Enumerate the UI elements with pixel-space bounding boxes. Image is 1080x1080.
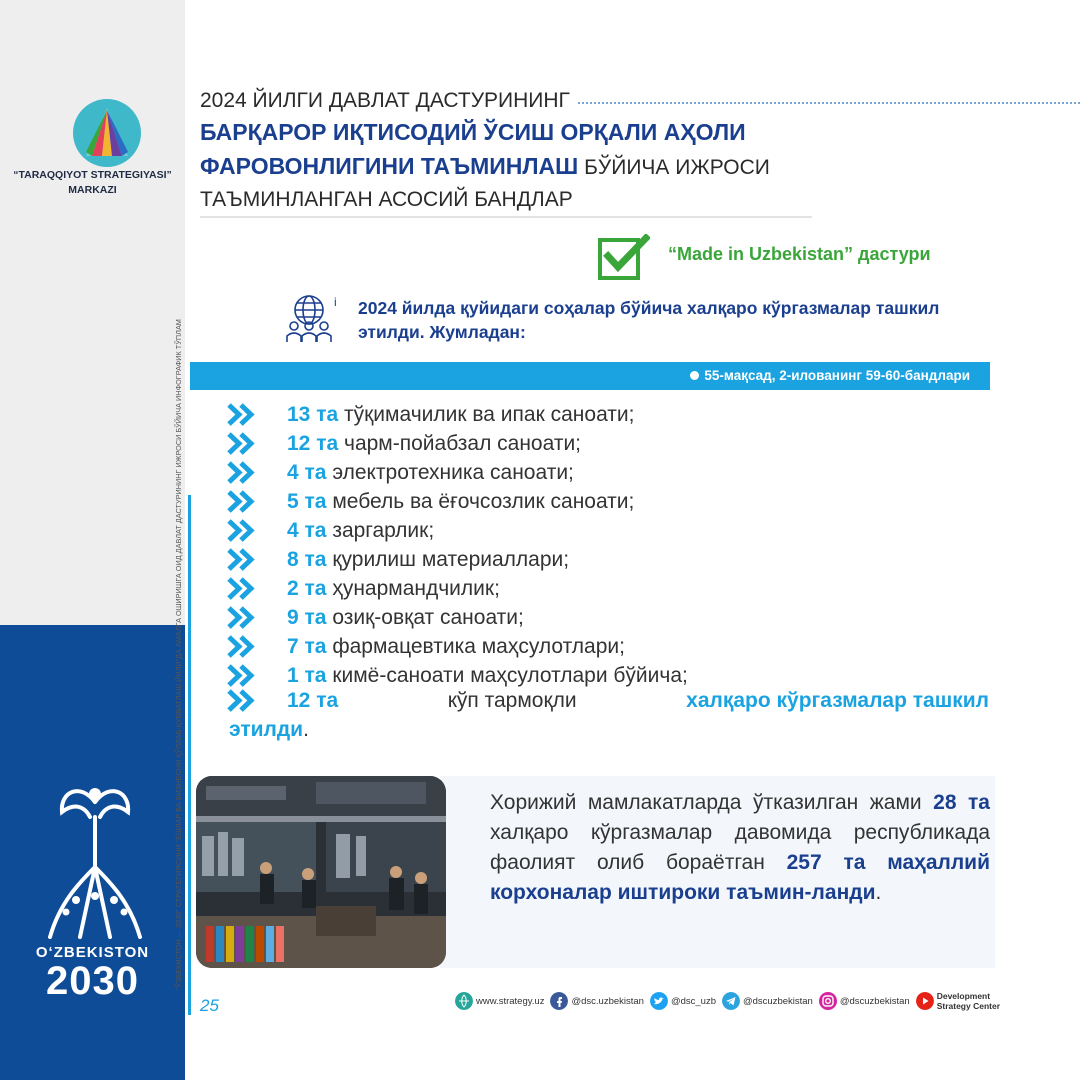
item-text: мебель ва ёғочсозлик саноати; [326, 490, 635, 513]
summary-text [490, 788, 990, 908]
double-chevron-icon [226, 664, 260, 687]
globe-icon [455, 992, 473, 1010]
organization-name-line2: MARKAZI [68, 184, 117, 196]
double-chevron-icon [226, 577, 260, 600]
header-line1 [200, 86, 1080, 116]
footer-telegram[interactable] [722, 992, 813, 1010]
side-note-text: “ЎЗБЕКИСТОН — 2030” СТРАТЕГИЯСИНИ “ЁШЛАР ВА БИЗНЕСНИ ҚЎЛЛАБ-ҚУВВАТЛАШ ЙИЛИ”ДА АМАЛГА ОШИРИШГА ОИД ДАВЛАТ ДАСТУРИНИНГ ИЖРОСИ БЎЙИЧА ИНФОГРАФИК ТЎПЛАМ [174, 319, 183, 990]
facebook-icon [550, 992, 568, 1010]
reference-bar [190, 362, 990, 390]
youtube-line1: Development [936, 991, 991, 1001]
last-item-line1 [287, 686, 989, 715]
item-text: кимё-саноати маҳсулотлари бўйича; [326, 664, 688, 687]
item-count: 13 та [287, 403, 339, 426]
page-header [200, 86, 1080, 216]
summary-num1: 28 та [933, 791, 990, 814]
intro-text: 2024 йилда қуйидаги соҳалар бўйича халқаро кўргазмалар ташкил этилди. Жумладан: [358, 298, 940, 342]
header-line1-text: 2024 ЙИЛГИ ДАВЛАТ ДАСТУРИНИНГ [200, 89, 570, 112]
item-count: 2 та [287, 577, 327, 600]
telegram-text: @dscuzbekistan [742, 995, 813, 1007]
header-line4: ТАЪМИНЛАНГАН АСОСИЙ БАНДЛАР [200, 188, 573, 211]
double-chevron-icon [226, 689, 260, 712]
item-count: 8 та [287, 548, 327, 571]
item-text: озиқ-овқат саноати; [326, 606, 524, 629]
header-line3 [200, 150, 1080, 184]
list-item [226, 429, 996, 458]
instagram-icon [819, 992, 837, 1010]
global-people-icon [282, 292, 340, 346]
item-count: 12 та [287, 689, 339, 712]
double-chevron-icon [226, 635, 260, 658]
instagram-text: @dscuzbekistan [839, 995, 910, 1007]
list-item [226, 545, 996, 574]
item-text: фармацевтика маҳсулотлари; [326, 635, 625, 658]
organization-name-line1: “TARAQQIYOT STRATEGIYASI” [13, 169, 172, 181]
brand-country: O‘ZBEKISTON [35, 944, 150, 961]
exhibition-list [226, 400, 996, 690]
item-highlight: халқаро кўргазмалар ташкил [686, 689, 989, 712]
double-chevron-icon [226, 432, 260, 455]
website-text: www.strategy.uz [476, 995, 545, 1007]
svg-text:i: i [334, 295, 337, 309]
exhibition-photo [196, 776, 446, 968]
uzbekistan-2030-emblem-icon [40, 772, 150, 952]
item-text: тўқимачилик ва ипак саноати; [338, 403, 635, 426]
footer-twitter[interactable] [650, 992, 716, 1010]
header-line2 [200, 116, 1080, 150]
item-text: чарм-пойабзал саноати; [338, 432, 582, 455]
page-number: 25 [200, 996, 219, 1015]
double-chevron-icon [226, 519, 260, 542]
item-text: қурилиш материаллари; [326, 548, 570, 571]
header-divider [200, 216, 812, 218]
facebook-text: @dsc.uzbekistan [571, 995, 644, 1007]
double-chevron-icon [226, 490, 260, 513]
left-panel-top [0, 0, 185, 625]
telegram-icon [722, 992, 740, 1010]
list-item [226, 603, 996, 632]
youtube-line2: Strategy Center [936, 1001, 1001, 1011]
footer-facebook[interactable] [550, 992, 643, 1010]
item-text: электротехника саноати; [326, 461, 574, 484]
accent-line [188, 495, 191, 1015]
footer-socials [455, 990, 1000, 1012]
item-text: кўп тармоқли [447, 689, 577, 712]
programme-title: “Made in Uzbekistan” дастури [668, 244, 931, 264]
header-line3-bold: ФАРОВОНЛИГИНИ ТАЪМИНЛАШ [200, 153, 579, 179]
header-line3-rest: БЎЙИЧА ИЖРОСИ [578, 156, 770, 179]
item-count: 5 та [287, 490, 327, 513]
item-end: . [303, 718, 309, 741]
summary-part1: Хорижий мамлакатларда ўтказилган жами [490, 791, 934, 814]
side-note [174, 270, 186, 990]
footer-youtube[interactable] [916, 991, 1000, 1011]
list-item-last [229, 686, 989, 744]
double-chevron-icon [226, 461, 260, 484]
item-text: заргарлик; [326, 519, 435, 542]
item-count: 1 та [287, 664, 327, 687]
double-chevron-icon [226, 548, 260, 571]
brand-text [0, 944, 185, 1001]
item-count: 4 та [287, 461, 327, 484]
summary-part2: халқаро кўргазмалар давомида республикада фаолият олиб бораётган [490, 821, 990, 874]
twitter-text: @dsc_uzb [670, 995, 716, 1007]
list-item [226, 574, 996, 603]
double-chevron-icon [226, 403, 260, 426]
organization-name [0, 168, 185, 198]
list-item [226, 400, 996, 429]
item-count: 7 та [287, 635, 327, 658]
list-item [226, 632, 996, 661]
item-text: ҳунармандчилик; [326, 577, 500, 600]
list-item [226, 516, 996, 545]
header-line2-bold: БАРҚАРОР ИҚТИСОДИЙ ЎСИШ ОРҚАЛИ АҲОЛИ [200, 119, 746, 145]
twitter-icon [650, 992, 668, 1010]
footer-instagram[interactable] [819, 992, 910, 1010]
list-item [226, 458, 996, 487]
item-count: 12 та [287, 432, 339, 455]
reference-text: 55-мақсад, 2-илованинг 59-60-бандлари [690, 368, 970, 383]
item-count: 9 та [287, 606, 327, 629]
summary-end: . [875, 881, 882, 904]
footer-website[interactable] [455, 992, 544, 1010]
checkbox-check-icon [598, 234, 650, 280]
item-highlight-2: этилди [229, 718, 304, 741]
header-dotted-rule [578, 102, 1080, 104]
double-chevron-icon [226, 606, 260, 629]
taraqqiyot-logo-icon [72, 98, 142, 168]
summary-bold: 257 та маҳаллий корхоналар иштироки таъмин-ланди [490, 851, 991, 904]
left-panel [0, 0, 185, 1080]
brand-year: 2030 [46, 959, 139, 1003]
last-item-line2 [229, 715, 989, 744]
item-count: 4 та [287, 519, 327, 542]
youtube-text [937, 991, 1000, 1011]
youtube-icon [916, 992, 934, 1010]
list-item [226, 487, 996, 516]
